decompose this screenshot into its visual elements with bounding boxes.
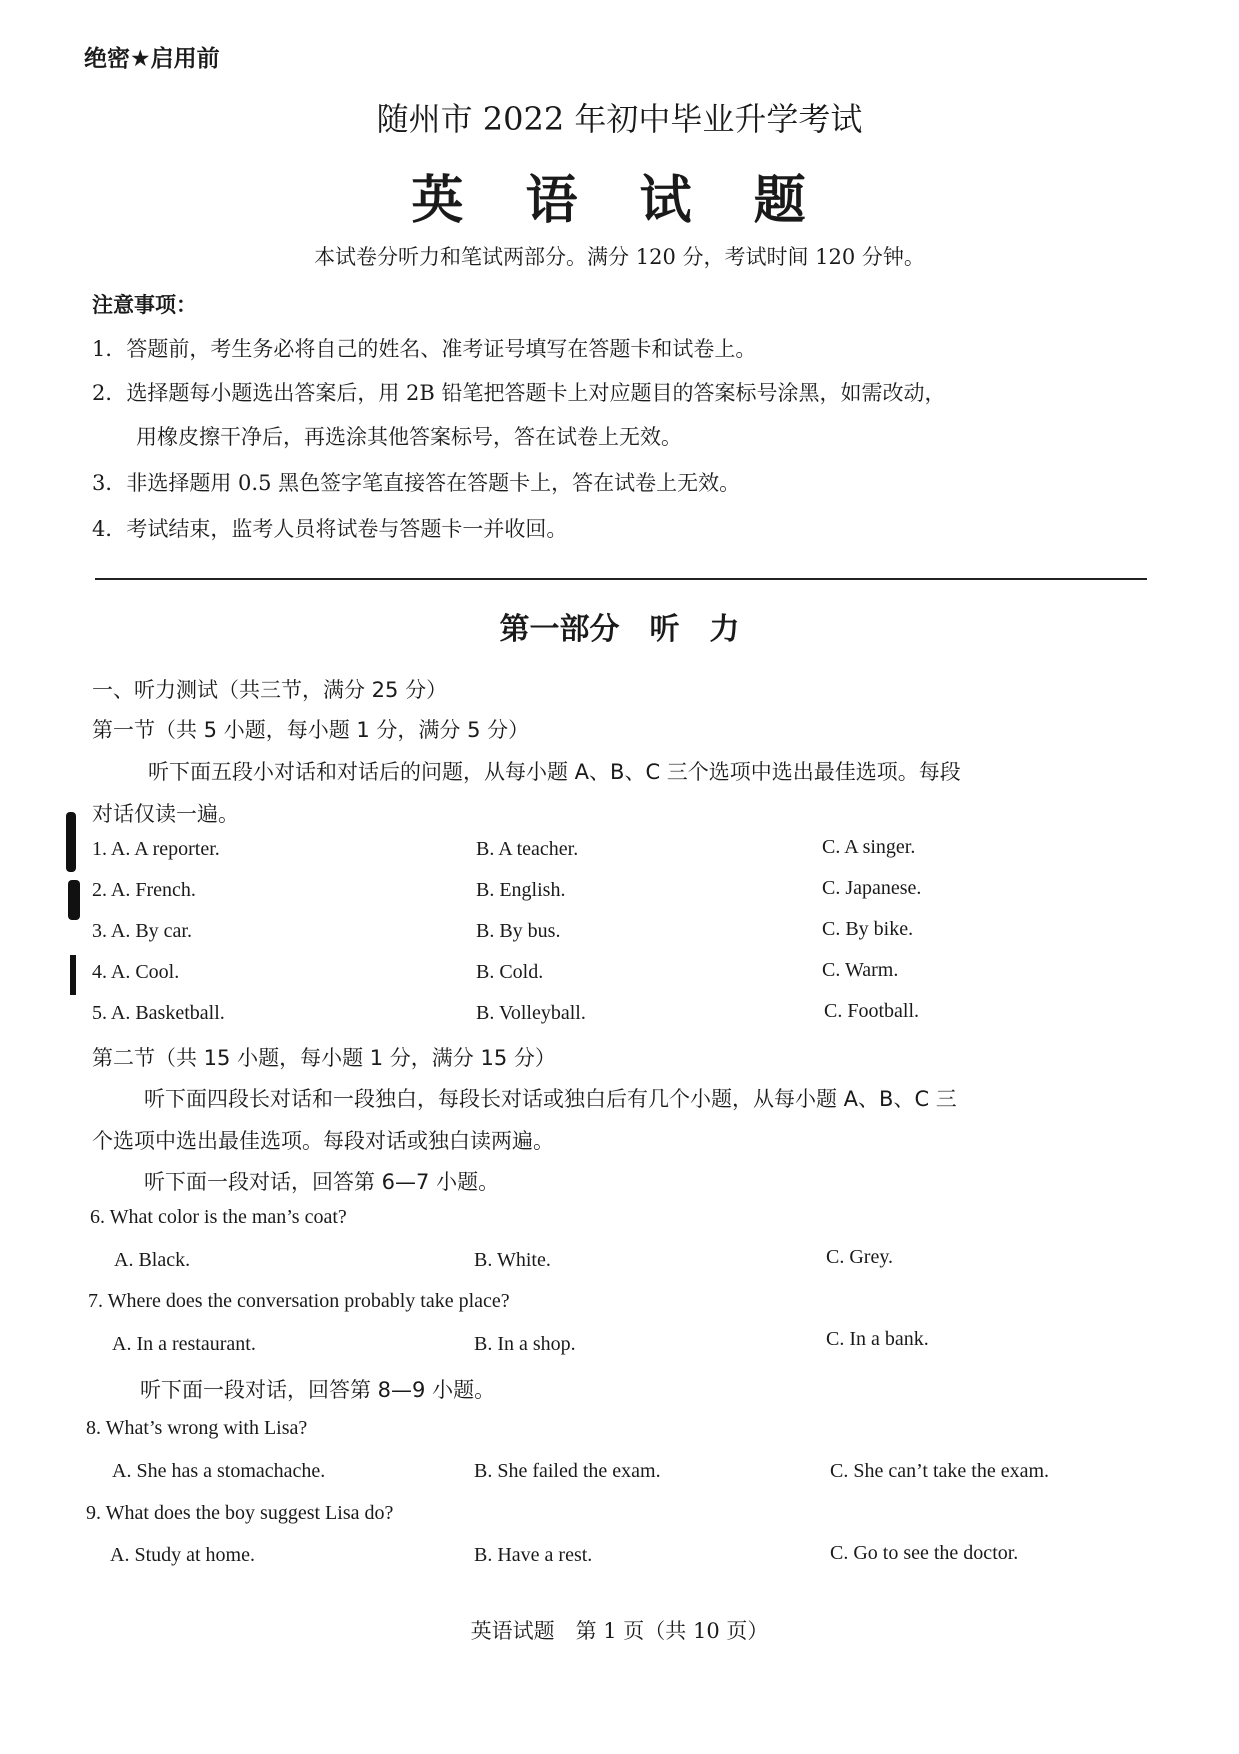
option-b: B. English.: [476, 879, 566, 901]
subsection-1-heading: 第一节（共 5 小题，每小题 1 分，满分 5 分）: [92, 718, 530, 742]
part1-title: 第一部分 听 力: [499, 612, 740, 647]
option-a: A. Black.: [114, 1249, 191, 1271]
question-stem: 9. What does the boy suggest Lisa do?: [86, 1502, 394, 1524]
option-a: 2. A. French.: [92, 879, 196, 901]
option-a: A. In a restaurant.: [112, 1333, 256, 1355]
option-c: C. Go to see the doctor.: [830, 1542, 1019, 1564]
option-a: 3. A. By car.: [92, 920, 192, 942]
question-stem: 6. What color is the man’s coat?: [90, 1206, 347, 1228]
option-c: C. She can’t take the exam.: [830, 1460, 1050, 1482]
page-footer: 英语试题 第 1 页（共 10 页）: [470, 1619, 769, 1643]
option-c: C. In a bank.: [826, 1328, 929, 1350]
option-b: B. A teacher.: [476, 838, 579, 860]
note-item: 1．答题前，考生务必将自己的姓名、准考证号填写在答题卡和试卷上。: [92, 337, 757, 361]
subsection-1-instruction: 对话仅读一遍。: [92, 802, 239, 826]
note-item: 用橡皮擦干净后，再选涂其他答案标号，答在试卷上无效。: [136, 425, 682, 449]
subject-title: 英 语 试 题: [411, 170, 828, 231]
scan-edge-mark: [70, 955, 76, 995]
subsection-1-instruction: 听下面五段小对话和对话后的问题，从每小题 A、B、C 三个选项中选出最佳选项。每段: [148, 760, 961, 784]
divider-line: [95, 578, 1147, 580]
option-c: C. Warm.: [822, 959, 899, 981]
option-b: B. Have a rest.: [474, 1544, 593, 1566]
exam-intro: 本试卷分听力和笔试两部分。满分 120 分，考试时间 120 分钟。: [314, 245, 925, 269]
note-item: 4．考试结束，监考人员将试卷与答题卡一并收回。: [92, 517, 568, 541]
note-item: 2．选择题每小题选出答案后，用 2B 铅笔把答题卡上对应题目的答案标号涂黑，如需改动，: [92, 381, 946, 405]
option-b: B. White.: [474, 1249, 551, 1271]
option-b: B. She failed the exam.: [474, 1460, 661, 1482]
option-a: 1. A. A reporter.: [92, 838, 220, 860]
subsection-2-instruction: 听下面四段长对话和一段独白，每段长对话或独白后有几个小题，从每小题 A、B、C 三: [144, 1087, 957, 1111]
option-a: 4. A. Cool.: [92, 961, 180, 983]
dialog-prompt: 听下面一段对话，回答第 8—9 小题。: [140, 1378, 496, 1402]
secret-mark: 绝密★启用前: [84, 46, 220, 72]
notes-heading: 注意事项：: [92, 293, 197, 317]
option-a: 5. A. Basketball.: [92, 1002, 225, 1024]
dialog-prompt: 听下面一段对话，回答第 6—7 小题。: [144, 1170, 500, 1194]
option-c: C. Grey.: [826, 1246, 894, 1268]
scan-edge-mark: [68, 880, 80, 920]
subsection-2-heading: 第二节（共 15 小题，每小题 1 分，满分 15 分）: [92, 1046, 556, 1070]
exam-title: 随州市 2022 年初中毕业升学考试: [376, 100, 863, 138]
option-a: A. Study at home.: [110, 1544, 255, 1566]
section-heading: 一、听力测试（共三节，满分 25 分）: [92, 678, 448, 702]
scan-edge-mark: [66, 812, 76, 872]
option-b: B. Volleyball.: [476, 1002, 586, 1024]
option-b: B. Cold.: [476, 961, 544, 983]
option-b: B. By bus.: [476, 920, 561, 942]
option-b: B. In a shop.: [474, 1333, 576, 1355]
option-c: C. By bike.: [822, 918, 914, 940]
note-item: 3．非选择题用 0.5 黑色签字笔直接答在答题卡上，答在试卷上无效。: [92, 471, 741, 495]
option-c: C. Football.: [824, 1000, 920, 1022]
subsection-2-instruction: 个选项中选出最佳选项。每段对话或独白读两遍。: [92, 1129, 554, 1153]
option-a: A. She has a stomachache.: [112, 1460, 326, 1482]
question-stem: 7. Where does the conversation probably take place?: [88, 1290, 510, 1312]
question-stem: 8. What’s wrong with Lisa?: [86, 1417, 308, 1439]
option-c: C. A singer.: [822, 836, 916, 858]
option-c: C. Japanese.: [822, 877, 922, 899]
